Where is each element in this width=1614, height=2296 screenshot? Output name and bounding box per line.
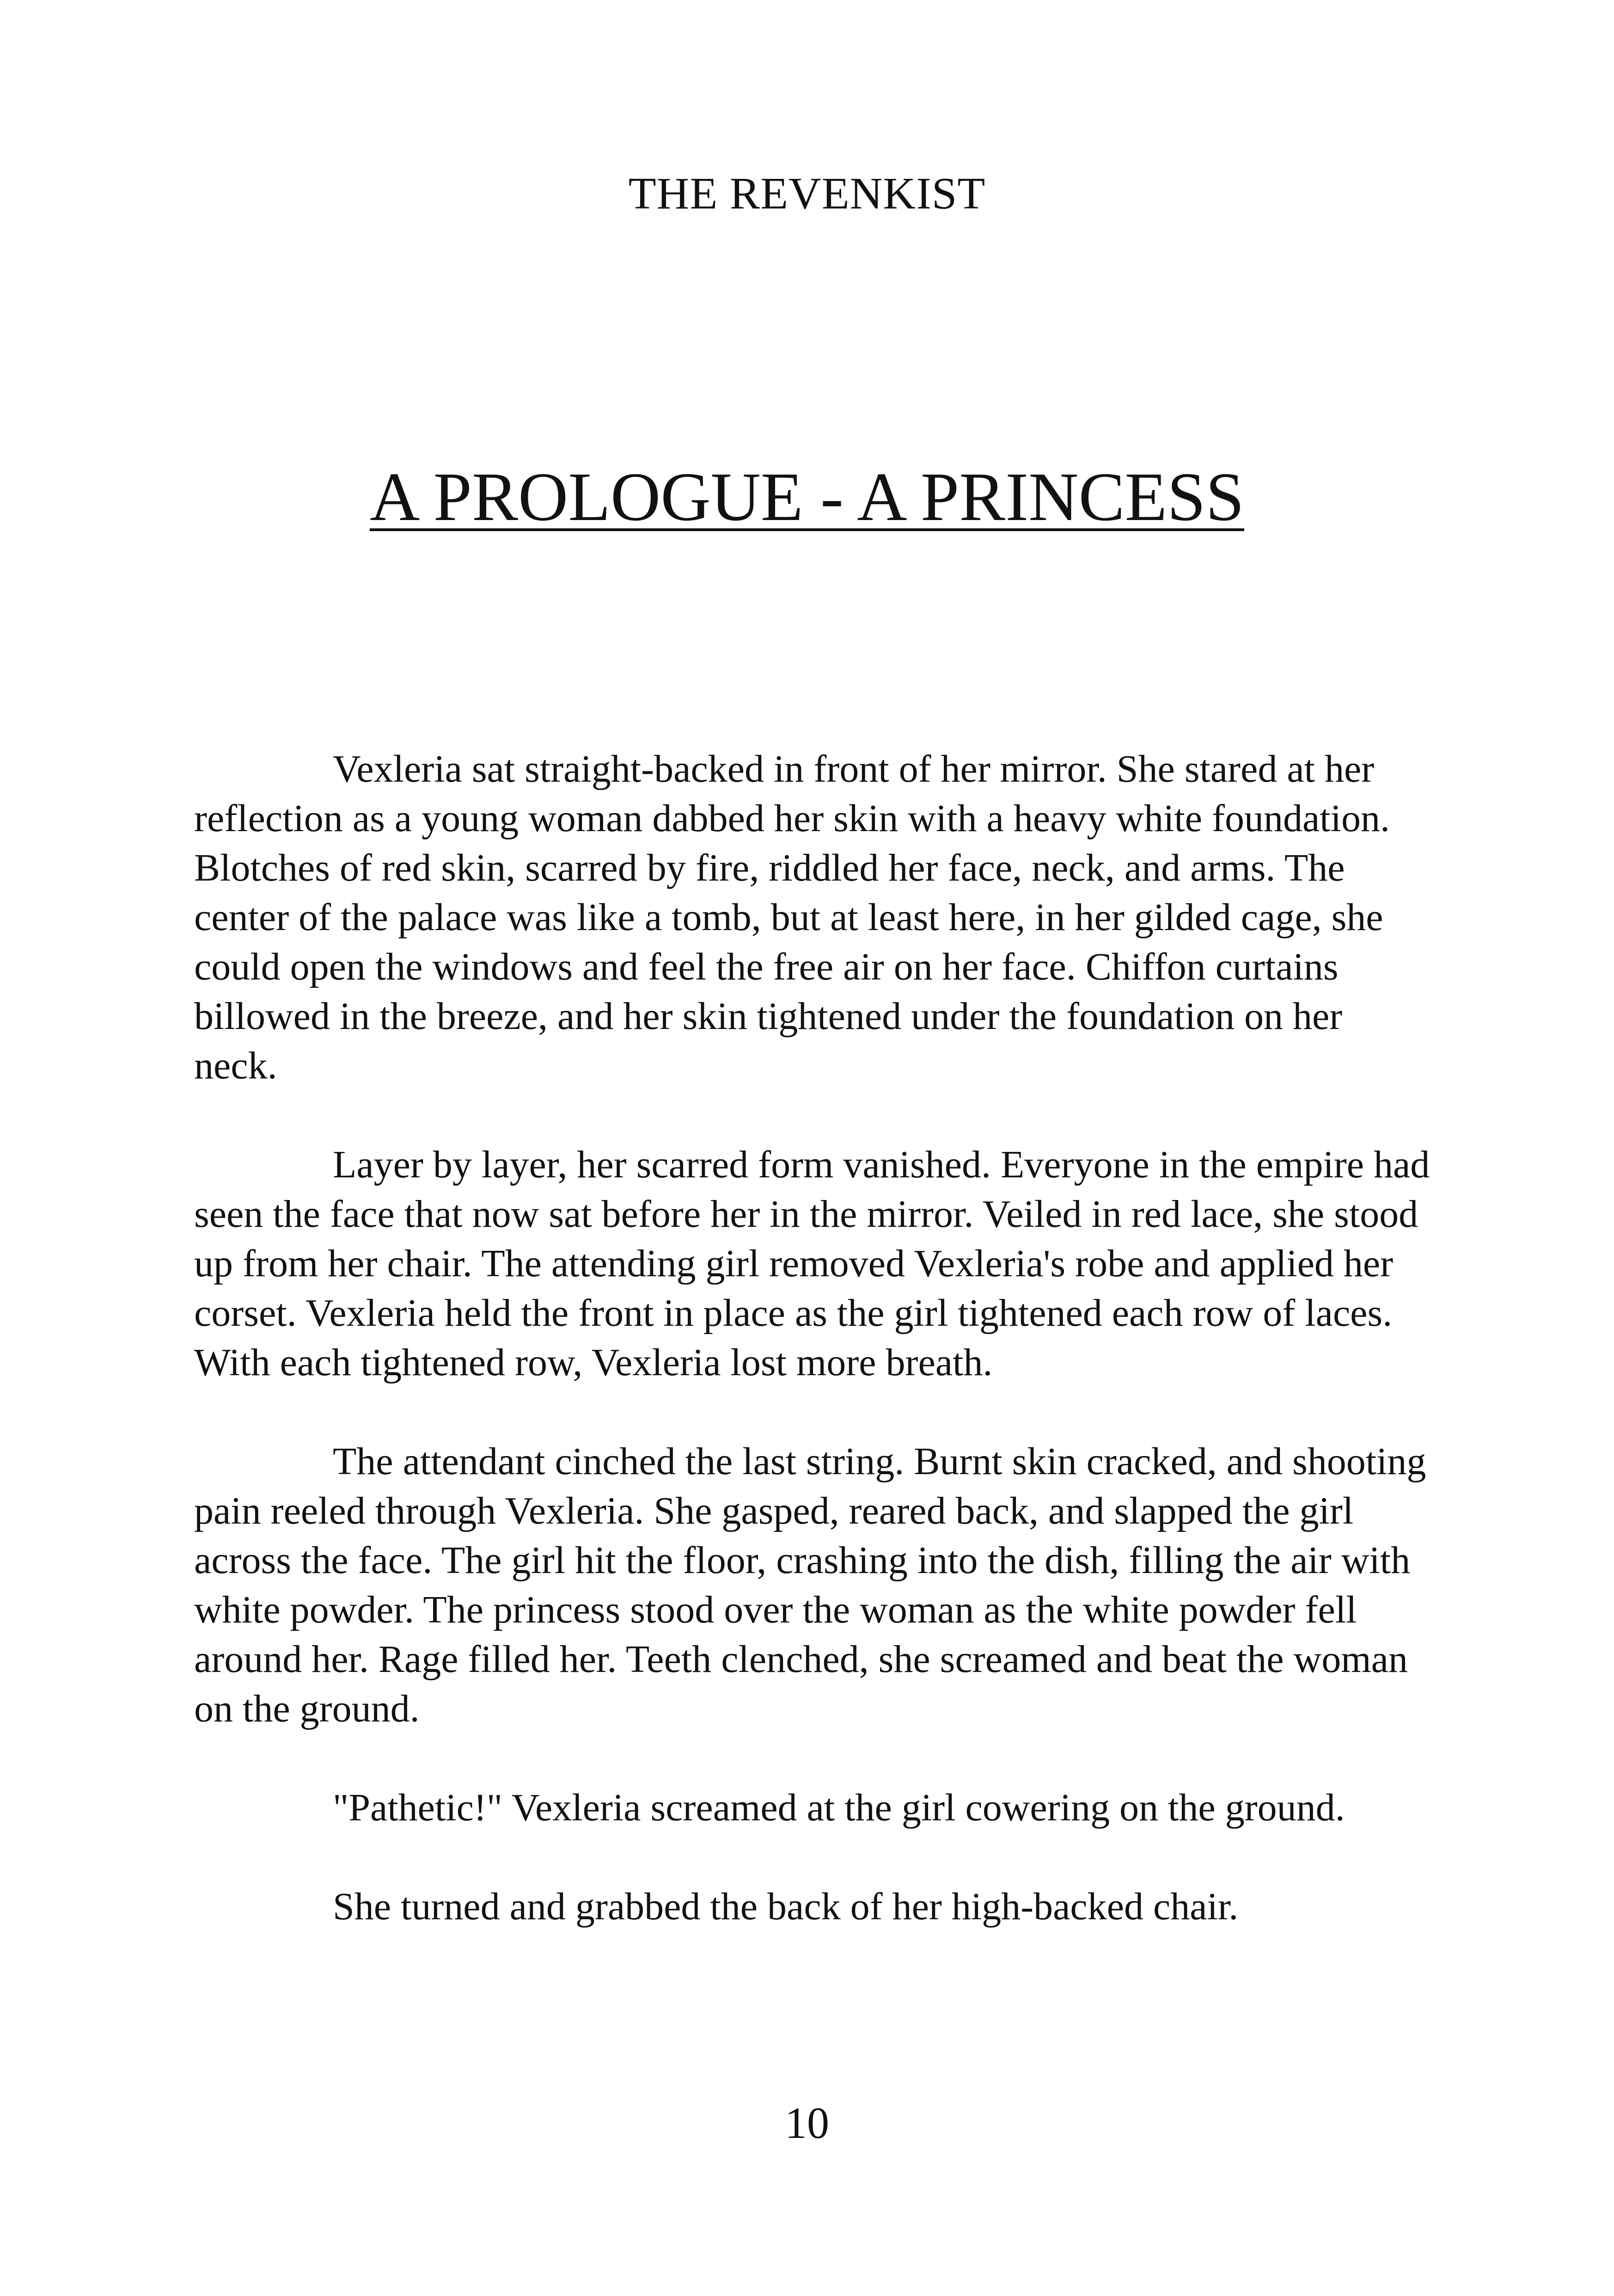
page-number: 10 [785, 2098, 829, 2148]
chapter-title: A PROLOGUE - A PRINCESS [369, 459, 1245, 535]
paragraph: Vexleria sat straight-backed in front of her mirror. She stared at her reflection as a young woman dabbed her skin with a heavy white foundation. Blotches of red skin, scarred by fire, riddled her face, neck, and arms. The center of the palace was like a tomb, but at least here, in her gilded cage, she could open the windows and feel the free air on her face. Chiffon curtains billowed in the breeze, and her skin tightened under the foundation on her neck. [194, 747, 1390, 1087]
paragraph: Layer by layer, her scarred form vanished. Everyone in the empire had seen the face that now sat before her in the mirror. Veiled in red lace, she stood up from her chair. The attending girl removed Vexleria's robe and applied her corset. Vexleria held the front in place as the girl tightened each row of laces. With each tightened row, Vexleria lost more breath. [194, 1143, 1430, 1384]
body-text [194, 744, 1433, 1981]
paragraph: "Pathetic!" Vexleria screamed at the girl cowering on the ground. [333, 1786, 1345, 1829]
paragraph: The attendant cinched the last string. Burnt skin cracked, and shooting pain reeled through Vexleria. She gasped, reared back, and slapped the girl across the face. The girl hit the floor, crashing into the dish, filling the air with white powder. The princess stood over the woman as the white powder fell around her. Rage filled her. Teeth clenched, she screamed and beat the woman on the ground. [194, 1440, 1426, 1730]
running-header: THE REVENKIST [628, 169, 986, 219]
paragraph: She turned and grabbed the back of her high-backed chair. [333, 1885, 1239, 1928]
